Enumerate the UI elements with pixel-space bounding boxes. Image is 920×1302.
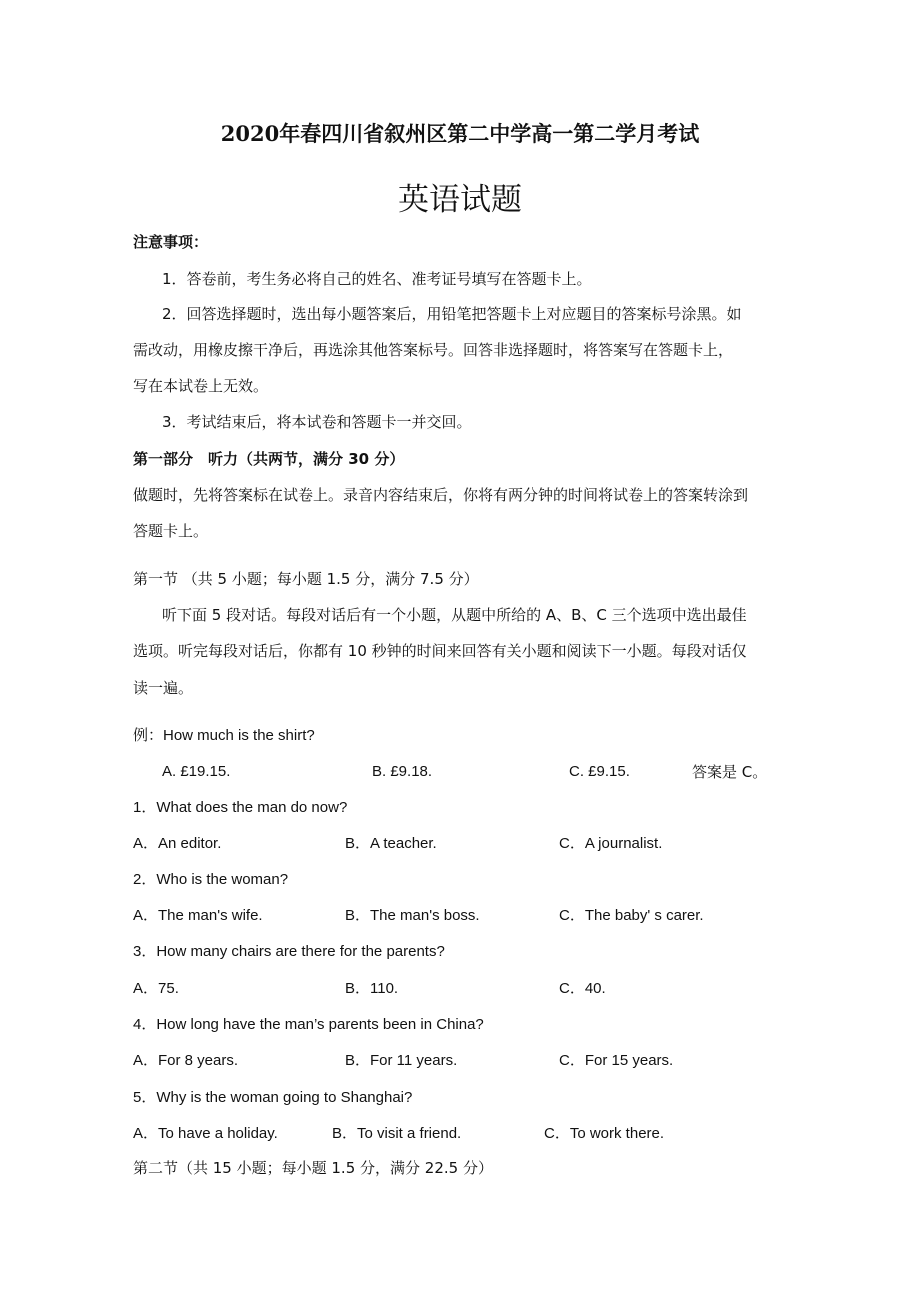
option: A．An editor. (133, 835, 222, 852)
option: C．For 15 years. (559, 1052, 674, 1069)
exam-subtitle: 英语试题 (398, 182, 522, 218)
notice-item: 写在本试卷上无效。 (133, 377, 269, 395)
section2-heading: 第二节（共 15 小题；每小题 1.5 分，满分 22.5 分） (133, 1159, 493, 1177)
example-question: 例：How much is the shirt? (133, 727, 315, 744)
question: 3．How many chairs are there for the parents? (133, 943, 445, 960)
part1-intro: 做题时，先将答案标在试卷上。录音内容结束后，你将有两分钟的时间将试卷上的答案转涂到 (133, 486, 749, 504)
option: B．The man's boss. (345, 907, 480, 924)
part1-heading: 第一部分 听力（共两节，满分 30 分） (133, 450, 405, 468)
option: C．40. (559, 980, 606, 997)
option: C．The baby' s carer. (559, 907, 704, 924)
option: A．For 8 years. (133, 1052, 239, 1069)
example-option: B. £9.18. (372, 763, 433, 780)
option: B．To visit a friend. (332, 1125, 462, 1142)
section1-intro: 读一遍。 (133, 679, 194, 697)
example-option: A. £19.15. (162, 763, 231, 780)
notice-item: 需改动，用橡皮擦干净后，再选涂其他答案标号。回答非选择题时，将答案写在答题卡上， (133, 341, 734, 359)
example-answer: 答案是 C。 (692, 763, 768, 781)
notice-item: 3．考试结束后，将本试卷和答题卡一并交回。 (162, 413, 472, 431)
example-option: C. £9.15. (569, 763, 630, 780)
option: B．A teacher. (345, 835, 437, 852)
question: 1．What does the man do now? (133, 799, 348, 816)
notice-item: 2．回答选择题时，选出每小题答案后，用铅笔把答题卡上对应题目的答案标号涂黑。如 (162, 305, 742, 323)
option: A．75. (133, 980, 179, 997)
question: 2．Who is the woman? (133, 871, 289, 888)
question: 4．How long have the man’s parents been in China? (133, 1016, 484, 1033)
option: A．To have a holiday. (133, 1125, 278, 1142)
option: A．The man's wife. (133, 907, 263, 924)
part1-intro: 答题卡上。 (133, 522, 209, 540)
option: B．For 11 years. (345, 1052, 458, 1069)
section1-intro: 听下面 5 段对话。每段对话后有一个小题，从题中所给的 A、B、C 三个选项中选出最佳 (162, 606, 747, 624)
option: C．To work there. (544, 1125, 665, 1142)
notice-item: 1．答卷前，考生务必将自己的姓名、准考证号填写在答题卡上。 (162, 270, 592, 288)
section1-intro: 选项。听完每段对话后，你都有 10 秒钟的时间来回答有关小题和阅读下一小题。每段对话仅 (133, 642, 747, 660)
option: C．A journalist. (559, 835, 663, 852)
option: B．110. (345, 980, 399, 997)
question: 5．Why is the woman going to Shanghai? (133, 1089, 413, 1106)
section1-heading: 第一节 （共 5 小题；每小题 1.5 分，满分 7.5 分） (133, 570, 479, 588)
exam-title: 2020年春四川省叙州区第二中学高一第二学月考试 (220, 121, 700, 146)
notice-heading: 注意事项： (133, 233, 209, 251)
